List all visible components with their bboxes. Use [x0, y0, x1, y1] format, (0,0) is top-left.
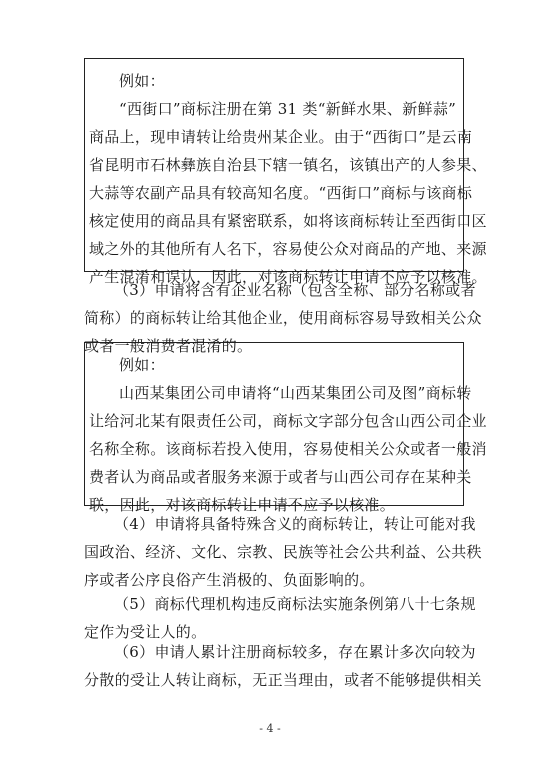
paragraph-line: 或者一般消费者混淆的。 [84, 337, 253, 355]
paragraph-line: 序或者公序良俗产生消极的、负面影响的。 [84, 571, 375, 589]
paragraph-line: （3）申请将含有企业名称（包含全称、部分名称或者 [114, 281, 476, 299]
paragraph-line: （4）申请将具备特殊含义的商标转让，转让可能对我 [114, 515, 476, 533]
example-line: 省昆明市石林彝族自治县下辖一镇名，该镇出产的人参果、 [89, 156, 487, 174]
paragraph-6 [84, 638, 482, 694]
example-heading: 例如： [119, 356, 165, 374]
example-heading: 例如： [119, 72, 165, 90]
paragraph-line: 简称）的商标转让给其他企业，使用商标容易导致相关公众 [84, 309, 482, 327]
paragraph-line: 定作为受让人的。 [84, 623, 207, 641]
example-line: 商品上，现申请转让给贵州某企业。由于“西街口”是云南 [89, 128, 473, 146]
paragraph-4 [84, 510, 482, 594]
example-line: 联，因此，对该商标转让申请不应予以核准。 [89, 496, 396, 514]
example-line: “西街口”商标注册在第 31 类“新鲜水果、新鲜蒜” [119, 100, 457, 118]
example-box-1 [84, 58, 487, 286]
example-line: 核定使用的商品具有紧密联系，如将该商标转让至西街口区 [89, 212, 487, 230]
paragraph-line: 分散的受让人转让商标，无正当理由，或者不能够提供相关 [84, 671, 482, 689]
example-line: 大蒜等农副产品具有较高知名度。“西街口”商标与该商标 [89, 184, 473, 202]
example-line: 名称全称。该商标若投入使用，容易使相关公众或者一般消 [89, 440, 487, 458]
example-line: 产生混淆和误认，因此，对该商标转让申请不应予以核准。 [89, 268, 487, 286]
example-line: 域之外的其他所有人名下，容易使公众对商品的产地、来源 [89, 240, 487, 258]
example-box-2 [84, 342, 487, 514]
paragraph-line: 国政治、经济、文化、宗教、民族等社会公共利益、公共秩 [84, 543, 482, 561]
example-line: 山西某集团公司申请将“山西某集团公司及图”商标转 [119, 384, 472, 402]
paragraph-line: （5）商标代理机构违反商标法实施条例第八十七条规 [114, 595, 476, 613]
page-number: - 4 - [259, 722, 281, 735]
paragraph-line: （6）申请人累计注册商标较多，存在累计多次向较为 [114, 643, 476, 661]
example-line: 让给河北某有限责任公司，商标文字部分包含山西公司企业 [89, 412, 487, 430]
example-line: 费者认为商品或者服务来源于或者与山西公司存在某种关 [89, 468, 472, 486]
